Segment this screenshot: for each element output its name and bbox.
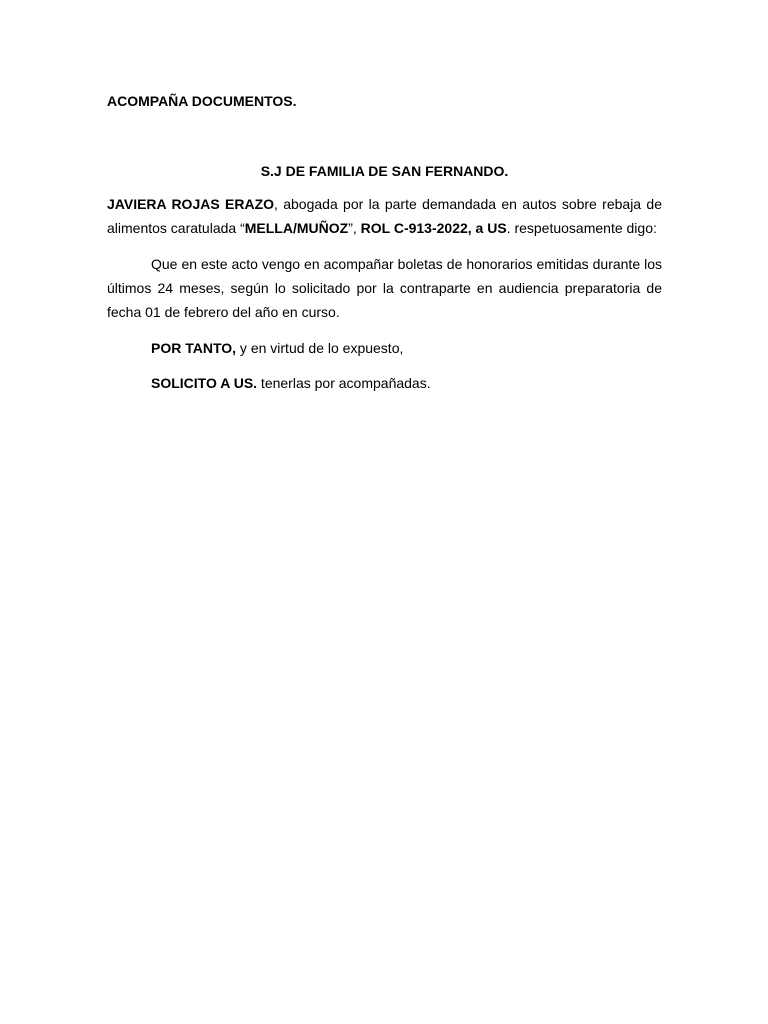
court-heading: S.J DE FAMILIA DE SAN FERNANDO. [260, 163, 509, 179]
petition-label: SOLICITO A US. [151, 375, 258, 391]
petition-paragraph [107, 371, 662, 395]
intro-text-b: ”, [348, 220, 361, 236]
intro-text-a: , abogada por la parte demandada en autos sobre rebaja de alimentos caratulada “ [107, 196, 662, 236]
intro-text-c: . respetuosamente digo: [506, 220, 657, 236]
case-rol: ROL C-913-2022, a US [360, 220, 507, 236]
document-title: ACOMPAÑA DOCUMENTOS. [107, 93, 297, 109]
intro-paragraph [107, 192, 662, 240]
body-paragraph: Que en este acto vengo en acompañar boletas de honorarios emitidas durante los últimos 24 meses, según lo solicitado por la contraparte en audiencia preparatoria de fecha 01 de febrero del año en curso. [107, 256, 662, 320]
por-tanto-text: y en virtud de lo expuesto, [236, 340, 404, 356]
case-caption: MELLA/MUÑOZ [244, 220, 349, 236]
petition-text: tenerlas por acompañadas. [257, 375, 431, 391]
por-tanto-label: POR TANTO, [151, 340, 237, 356]
por-tanto-paragraph [107, 336, 662, 360]
lawyer-name: JAVIERA ROJAS ERAZO [107, 196, 275, 212]
